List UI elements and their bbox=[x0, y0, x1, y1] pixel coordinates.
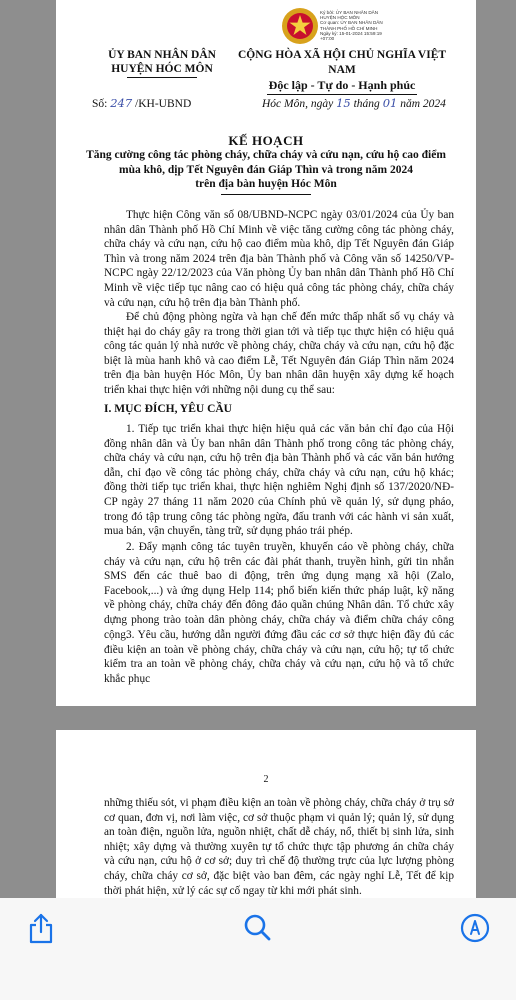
share-icon[interactable] bbox=[26, 912, 56, 944]
sig-line: +07:00 bbox=[320, 36, 335, 42]
document-title: KẾ HOẠCH bbox=[228, 133, 304, 148]
nation-name: CỘNG HÒA XÃ HỘI CHỦ NGHĨA VIỆT NAM bbox=[237, 49, 447, 76]
search-icon[interactable] bbox=[242, 912, 272, 944]
org-line-1: ỦY BAN NHÂN DÂN bbox=[108, 49, 216, 61]
nation-motto: Độc lập - Tự do - Hạnh phúc bbox=[268, 78, 416, 92]
digital-signature-block bbox=[320, 10, 432, 41]
sig-line: HUYỆN HÓC MÔN bbox=[320, 15, 360, 21]
bottom-toolbar bbox=[0, 898, 516, 1000]
handwritten-day: 15 bbox=[336, 96, 351, 110]
org-line-2: HUYỆN HÓC MÔN bbox=[111, 63, 213, 75]
sig-line: THÀNH PHỐ HỒ CHÍ MINH bbox=[320, 25, 378, 31]
sig-line: Ngày ký: 15-01-2024 15:59:19 bbox=[320, 30, 382, 36]
issuing-organization bbox=[92, 48, 232, 78]
body-paragraph-1: Thực hiện Công văn số 08/UBND-NCPC ngày 03/01/2024 của Ủy ban nhân dân Thành phố Hồ Chí Minh về việc tăng cường công tác phòng cháy, chữa cháy và cứu nạn, cứu hộ cao điểm mùa khô, dịp Tết Nguyên đán Giáp Thìn và trong năm 2024 trên địa bàn Thành phố và Công văn số 14250/VP-NCPC ngày 22/12/2023 của Văn phòng Ủy ban nhân dân Thành phố Hồ Chí Minh về việc tiếp tục nâng cao có hiệu quả công tác phòng cháy, chữa cháy và cứu nạn, cứu hộ trên địa bàn Thành phố. bbox=[104, 209, 454, 309]
body-paragraph-2: Để chủ động phòng ngừa và hạn chế đến mức thấp nhất số vụ cháy và thiệt hại do cháy gây ra trong thời gian tới và tiếp tục thực hiện có hiệu quả công tác quản lý nhà nước về phòng cháy, chữa cháy và cứu nạn, cứu hộ đặc biệt là mùa hanh khô và cao điểm Lễ, Tết Nguyên đán Giáp Thìn năm 2024 trên địa bàn huyện Hóc Môn, Ủy ban nhân dân huyện xây dựng kế hoạch triển khai thực hiện với những nội dung cụ thể sau: bbox=[104, 311, 454, 396]
document-subtitle: Tăng cường công tác phòng cháy, chữa cháy và cứu nạn, cứu hộ cao điểm mùa khô, dịp Tết Nguyên đán Giáp Thìn và trong năm 2024 trên địa bàn huyện Hóc Môn bbox=[80, 148, 452, 195]
page-number: 2 bbox=[263, 774, 269, 785]
section-heading: I. MỤC ĐÍCH, YÊU CẦU bbox=[104, 403, 232, 415]
markup-icon[interactable] bbox=[460, 912, 490, 944]
national-emblem bbox=[280, 6, 320, 46]
body-paragraph-3: 1. Tiếp tục triển khai thực hiện hiệu quả các văn bản chỉ đạo của Hội đồng nhân dân và Ủy ban nhân dân Thành phố trong công tác phòng cháy, chữa cháy và cứu nạn, cứu hộ trên địa bàn Thành phố và các văn bản hướng dẫn, chỉ đạo về công tác phòng cháy, chữa cháy và cứu nạn, cứu hộ khác; đồng thời tiếp tục triển khai, thực hiện nghiêm Nghị định số 137/2020/NĐ-CP ngày 27 tháng 11 năm 2020 của Chính phủ về quản lý, sử dụng pháo, trong đó tập trung công tác phòng ngừa, đấu tranh với các hành vi sản xuất, mua bán, vận chuyển, tàng trữ, sử dụng pháo trái phép. bbox=[104, 423, 454, 538]
body-paragraph-5: 3. Yêu cầu, hướng dẫn người đứng đầu các cơ sở thực hiện đầy đủ các điều kiện an toàn về phòng cháy, chữa cháy và cứu nạn, cứu hộ; tự tổ chức kiểm tra an toàn về phòng cháy, chữa cháy và cứu nạn, cứu hộ và tổ chức khắc phục bbox=[104, 629, 454, 685]
document-number: Số: 247 /KH-UBND bbox=[92, 96, 192, 110]
document-date: Hóc Môn, ngày 15 tháng 01 năm 2024 bbox=[262, 96, 446, 110]
sig-line: Ký bởi: ỦY BAN NHÂN DÂN bbox=[320, 10, 379, 15]
document-page-1 bbox=[56, 0, 476, 706]
document-page-2 bbox=[56, 730, 476, 898]
body-paragraph-4: 2. Đẩy mạnh công tác tuyên truyền, khuyến cáo về phòng cháy, chữa cháy và cứu nạn, cứu hộ trên các đài phát thanh, truyền hình, gửi tin nhắn SMS đến các thuê bao di động, trên ứng dụng mạng xã hội (Zalo, Facebook,...) và ứng dụng Help 114; phổ biến kiến thức pháp luật, kỹ năng về phòng cháy, chữa cháy đến đông đảo quần chúng Nhân dân. Tổ chức xây dựng phong trào toàn dân phòng cháy, chữa cháy và điểm chữa cháy công cộng. bbox=[104, 541, 454, 641]
sig-line: Cơ quan: ỦY BAN NHÂN DÂN bbox=[320, 20, 383, 26]
body-paragraph-continued: những thiếu sót, vi phạm điều kiện an toàn về phòng cháy, chữa cháy ở trụ sở cơ quan, đơn vị, nơi làm việc, cơ sở thuộc phạm vi quản lý; quản lý, sử dụng an toàn điện, nguồn lửa, nguồn nhiệt, chất dễ cháy, nổ, thiết bị sinh lửa, sinh nhiệt; xây dựng và thường xuyên tự tổ chức thực tập phương án chữa cháy và cứu nạn, cứu hộ ở cơ sở; duy trì chế độ thường trực của lực lượng phòng cháy, chữa cháy cơ sở, đặc biệt vào ban đêm, các ngày nghỉ Lễ, Tết để kịp thời phát hiện, xử lý các sự cố ngay từ khi mới phát sinh. bbox=[104, 797, 454, 897]
handwritten-number: 247 bbox=[110, 96, 133, 110]
handwritten-month: 01 bbox=[382, 96, 398, 110]
national-header bbox=[226, 48, 458, 95]
